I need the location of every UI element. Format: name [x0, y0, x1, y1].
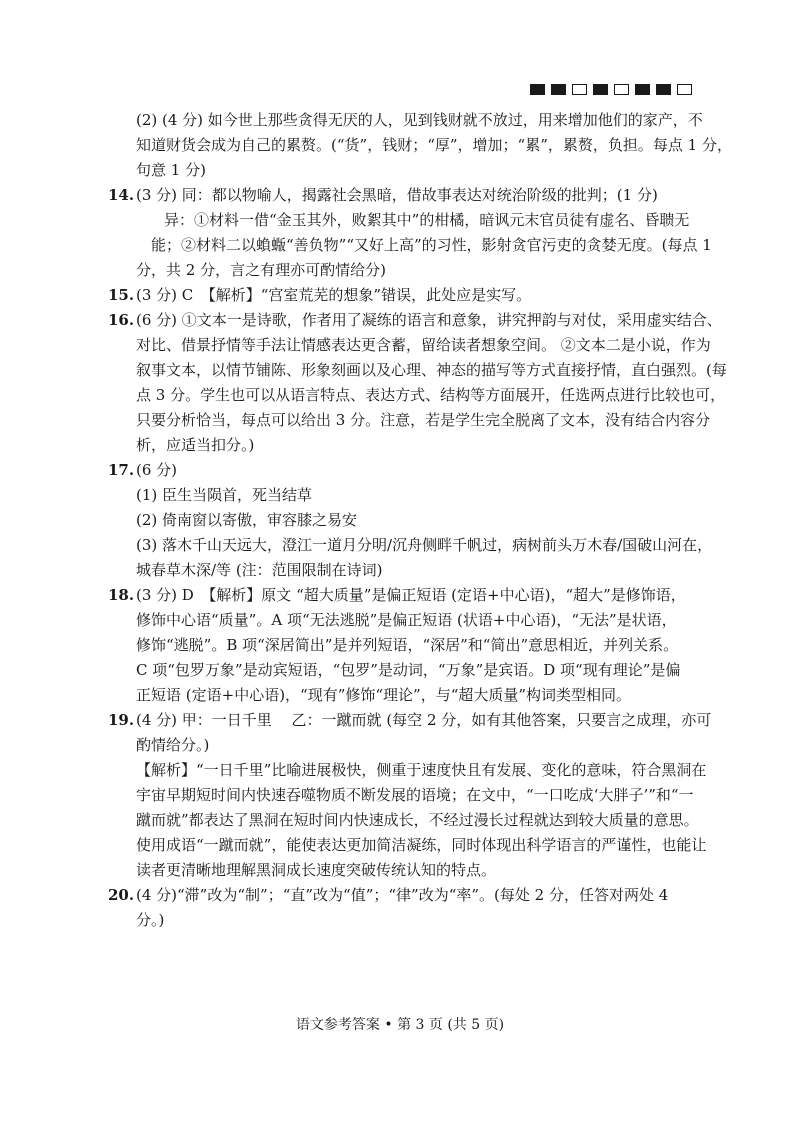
answer-line: 城春草木深/等 (注：范围限制在诗词) — [136, 561, 383, 579]
answer-text: (4 分) 甲：一日千里 乙：一蹴而就 (每空 2 分，如有其他答案，只要言之成理，亦可 — [136, 711, 712, 729]
question-number: 16. — [108, 311, 135, 329]
answer-line: (2) (4 分) 如今世上那些贪得无厌的人，见到钱财就不放过，用来增加他们的家产，不 — [136, 111, 703, 129]
question-14-line — [108, 183, 698, 208]
question-number: 19. — [108, 711, 135, 729]
question-number: 17. — [108, 461, 135, 479]
answer-text: (3 分) C 【解析】“宫室荒芜的想象”错误，此处应是实写。 — [136, 286, 532, 304]
answer-line: C 项“包罗万象”是动宾短语，“包罗”是动词，“万象”是宾语。D 项“现有理论”是偏 — [136, 661, 681, 679]
answer-line: 修饰“逃脱”。B 项“深居简出”是并列短语，“深居”和“简出”意思相近，并列关系。 — [136, 636, 679, 654]
answer-line: 异：①材料一借“金玉其外，败絮其中”的柑橘，暗讽元末官员徒有虚名、昏聩无 — [164, 211, 690, 229]
page-mark-7 — [656, 84, 671, 95]
answer-line: 酌情给分。) — [136, 736, 210, 754]
answer-line: 析，应适当扣分。) — [136, 436, 255, 454]
page-mark-4 — [593, 84, 608, 95]
answer-line: 对比、借景抒情等手法让情感表达更含蓄，留给读者想象空间。 ②文本二是小说，作为 — [136, 336, 711, 354]
answer-line: (2) 倚南窗以寄傲，审容膝之易安 — [136, 511, 358, 529]
question-19-line — [108, 708, 712, 733]
page-mark-8 — [677, 84, 692, 95]
question-15-line — [108, 283, 698, 308]
answer-line: 正短语 (定语+中心语)，“现有”修饰“理论”，与“超大质量”构词类型相同。 — [136, 686, 632, 704]
answer-line: 句意 1 分) — [136, 161, 206, 179]
question-17-line — [108, 458, 698, 483]
answer-line: 修饰中心语“质量”。A 项“无法逃脱”是偏正短语 (状语+中心语)，“无法”是状语， — [136, 611, 677, 629]
answer-line: 蹴而就”都表达了黑洞在短时间内快速成长，不经过漫长过程就达到较大质量的意思。 — [136, 811, 699, 829]
question-16-line — [108, 308, 722, 333]
answer-text: (3 分) D 【解析】原文 “超大质量”是偏正短语 (定语+中心语)，“超大”是修饰语， — [136, 586, 686, 604]
answer-line: 叙事文本，以情节铺陈、形象刻画以及心理、神态的描写等方式直接抒情，直白强烈。(每 — [136, 361, 727, 379]
answer-line: 分，共 2 分，言之有理亦可酌情给分) — [136, 261, 386, 279]
page-mark-3 — [572, 84, 587, 95]
answer-line: 只要分析恰当，每点可以给出 3 分。注意，若是学生完全脱离了文本，没有结合内容分 — [136, 411, 711, 429]
question-number: 20. — [108, 886, 135, 904]
answer-line: (1) 臣生当陨首，死当结草 — [136, 486, 313, 504]
question-number: 14. — [108, 186, 135, 204]
question-number: 15. — [108, 286, 135, 304]
answer-text: (3 分) 同：都以物喻人，揭露社会黑暗，借故事表达对统治阶级的批判；(1 分) — [136, 186, 658, 204]
page-mark-5 — [614, 84, 629, 95]
answer-line: 能；②材料二以蝜蝂“善负物”“又好上高”的习性，影射贪官污吏的贪婪无度。(每点 1 — [151, 236, 712, 254]
answer-line: 知道财货会成为自己的累赘。(“货”，钱财；“厚”，增加；“累”，累赘，负担。每点 1 分， — [136, 136, 732, 154]
page-mark-1 — [530, 84, 545, 95]
question-number: 18. — [108, 586, 135, 604]
answer-line: 宇宙早期短时间内快速吞噬物质不断发展的语境；在文中，“一口吃成‘大胖子’”和“一 — [136, 786, 694, 804]
answer-key-content — [108, 108, 732, 933]
answer-text: (4 分)“滞”改为“制”；“直”改为“值”；“律”改为“率”。(每处 2 分，任答对两处 4 — [136, 886, 669, 904]
answer-line: 读者更清晰地理解黑洞成长速度突破传统认知的特点。 — [136, 861, 497, 879]
question-20-line — [108, 883, 698, 908]
page-footer: 语文参考答案 • 第 3 页 (共 5 页) — [295, 1017, 505, 1033]
answer-line: 分。) — [136, 911, 165, 929]
answer-line: (3) 落木千山天远大，澄江一道月分明/沉舟侧畔千帆过，病树前头万木春/国破山河在， — [136, 536, 713, 554]
answer-line: 使用成语“一蹴而就”，能使表达更加简洁凝练，同时体现出科学语言的严谨性，也能让 — [136, 836, 707, 854]
page-mark-2 — [551, 84, 566, 95]
answer-text: (6 分) ①文本一是诗歌，作者用了凝练的语言和意象，讲究押韵与对仗，采用虚实结合、 — [136, 311, 722, 329]
page-mark-6 — [635, 84, 650, 95]
answer-line: 点 3 分。学生也可以从语言特点、表达方式、结构等方面展开，任选两点进行比较也可， — [136, 386, 726, 404]
header-page-marks — [530, 84, 692, 95]
answer-line: 【解析】“一日千里”比喻进展极快，侧重于速度快且有发展、变化的意味，符合黑洞在 — [136, 761, 707, 779]
question-18-line — [108, 583, 698, 608]
answer-text: (6 分) — [136, 461, 178, 479]
